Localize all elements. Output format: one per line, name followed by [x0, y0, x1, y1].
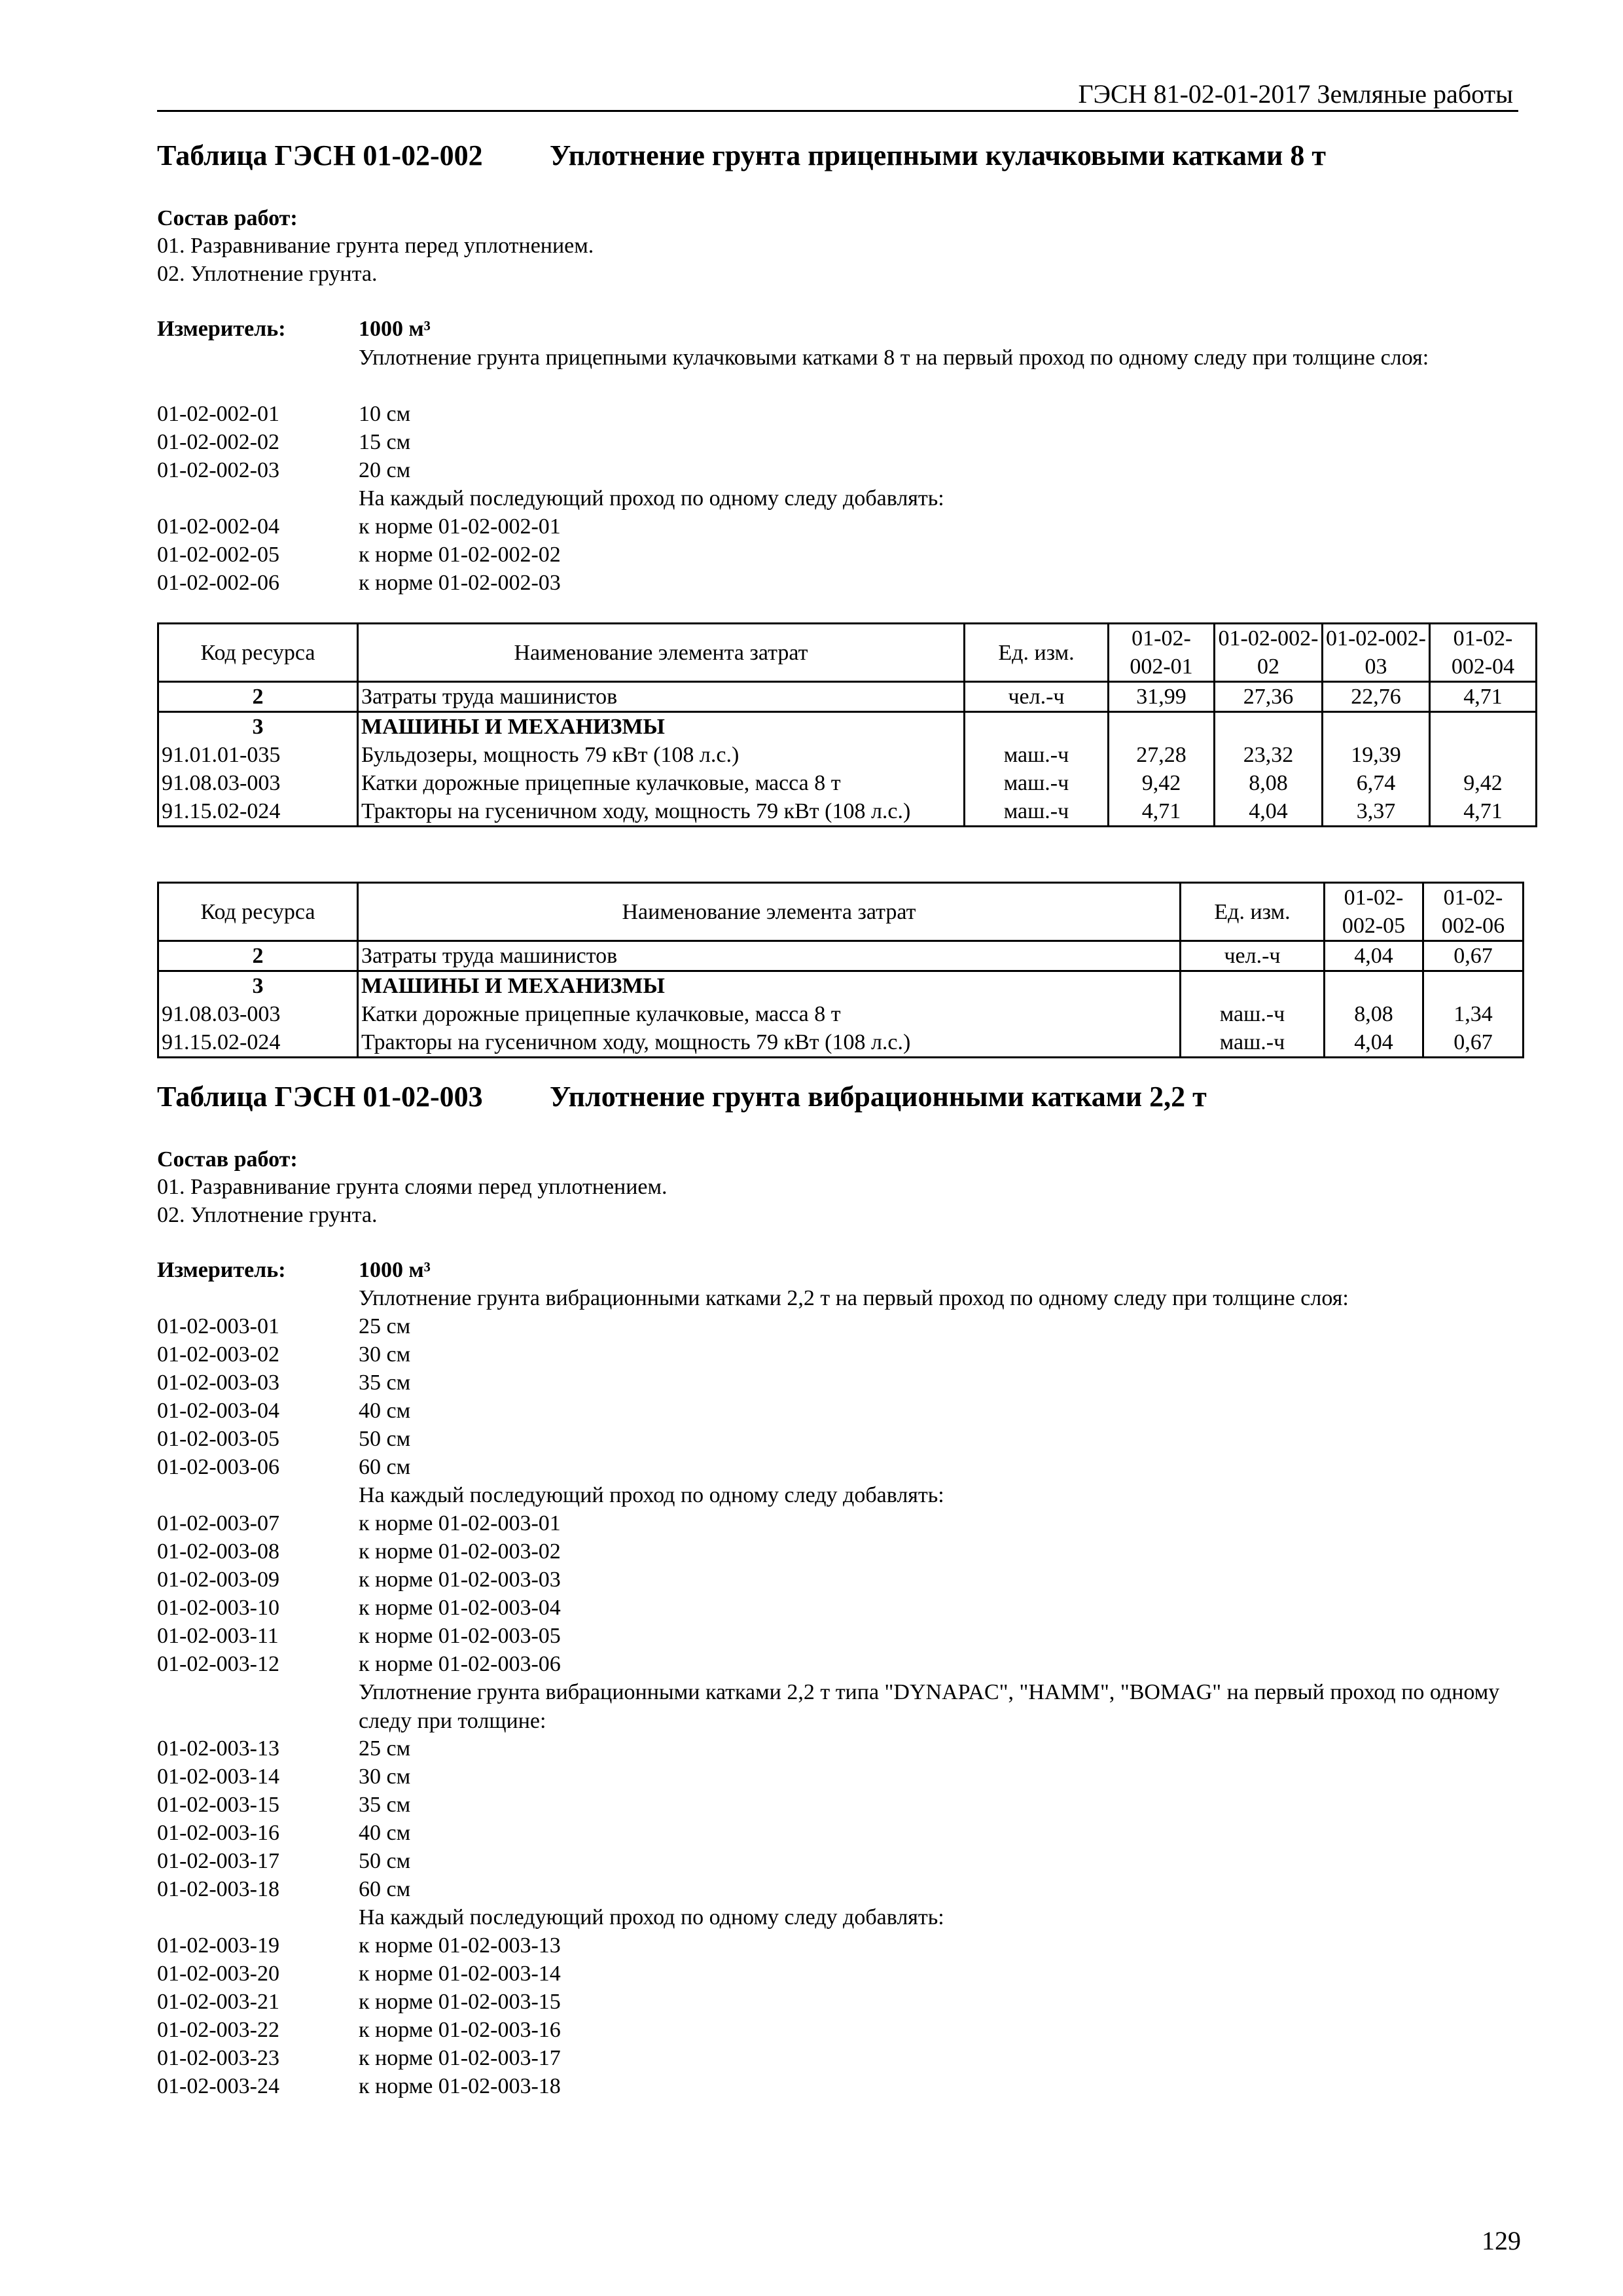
norm-code: 01-02-003-20 — [157, 1962, 279, 1986]
cell-unit: чел.-ч — [965, 682, 1109, 712]
norm-description: Уплотнение грунта прицепными кулачковыми катками 8 т на первый проход по одному следу при толщине слоя: — [359, 346, 1429, 370]
norm-code: 01-02-003-08 — [157, 1539, 279, 1564]
norm-row — [157, 456, 1518, 485]
cell-name: Тракторы на гусеничном ходу, мощность 79 кВт (108 л.с.) — [358, 797, 965, 827]
norm-code: 01-02-002-06 — [157, 571, 279, 595]
norm-row — [157, 1650, 1518, 1679]
norm-code: 01-02-003-23 — [157, 2046, 279, 2070]
cell-value: 8,08 — [1215, 769, 1323, 797]
norm-text: 40 см — [359, 1399, 411, 1423]
cell-unit — [1181, 971, 1325, 1001]
col-header: Код ресурса — [158, 883, 358, 941]
norm-row — [157, 2016, 1518, 2045]
col-header: 01-02-002-04 — [1430, 624, 1537, 682]
cell-value — [1215, 712, 1323, 742]
cell-code: 2 — [158, 682, 358, 712]
norm-text: 30 см — [359, 1342, 411, 1367]
cell-unit: маш.-ч — [1181, 1000, 1325, 1028]
cell-unit: маш.-ч — [965, 769, 1109, 797]
meter-value: 1000 м³ — [359, 317, 431, 341]
col-header: Код ресурса — [158, 624, 358, 682]
running-header — [157, 73, 1518, 112]
table-title-01-02-002 — [157, 139, 1326, 172]
norm-row — [157, 2044, 1518, 2073]
meter-label: Измеритель: — [157, 1258, 286, 1282]
cell-unit: чел.-ч — [1181, 941, 1325, 971]
table-title-01-02-003 — [157, 1080, 1207, 1113]
cell-value: 22,76 — [1323, 682, 1430, 712]
norm-text: 10 см — [359, 402, 411, 426]
table-row — [158, 682, 1537, 712]
norm-row — [157, 1453, 1518, 1482]
norm-subheading — [157, 1284, 1518, 1313]
table-row — [158, 1028, 1524, 1058]
cell-name: Затраты труда машинистов — [358, 682, 965, 712]
norm-row — [157, 512, 1518, 541]
norm-row — [157, 1594, 1518, 1623]
norm-description: Уплотнение грунта вибрационными катками 2,2 т на первый проход по одному следу при толщине слоя: — [359, 1286, 1349, 1310]
norm-text: 35 см — [359, 1371, 411, 1395]
cell-code: 91.01.01-035 — [158, 741, 358, 769]
meter-row — [157, 315, 1518, 344]
norm-code: 01-02-003-22 — [157, 2018, 279, 2042]
table-row — [158, 769, 1537, 797]
cell-name: Бульдозеры, мощность 79 кВт (108 л.с.) — [358, 741, 965, 769]
cell-code: 2 — [158, 941, 358, 971]
cell-code: 3 — [158, 971, 358, 1001]
cell-name: МАШИНЫ И МЕХАНИЗМЫ — [358, 712, 965, 742]
cell-unit: маш.-ч — [1181, 1028, 1325, 1058]
cell-unit: маш.-ч — [965, 741, 1109, 769]
work-item: 02. Уплотнение грунта. — [157, 1203, 378, 1227]
norm-code: 01-02-003-24 — [157, 2074, 279, 2098]
cell-unit — [965, 712, 1109, 742]
norm-row — [157, 428, 1518, 457]
norm-code: 01-02-003-03 — [157, 1371, 279, 1395]
norm-text: к норме 01-02-003-03 — [359, 1568, 561, 1592]
cell-value: 3,37 — [1323, 797, 1430, 827]
cell-value: 4,04 — [1325, 1028, 1423, 1058]
work-item: 01. Разравнивание грунта перед уплотнением. — [157, 234, 594, 258]
norm-text: 60 см — [359, 1877, 411, 1901]
cell-name: Тракторы на гусеничном ходу, мощность 79 кВт (108 л.с.) — [358, 1028, 1181, 1058]
norm-text: 15 см — [359, 430, 411, 454]
work-composition-label: Состав работ: — [157, 1147, 298, 1172]
norm-code: 01-02-003-11 — [157, 1624, 279, 1648]
norm-code: 01-02-003-07 — [157, 1511, 279, 1535]
norm-code: 01-02-003-13 — [157, 1736, 279, 1761]
cell-value: 4,71 — [1109, 797, 1215, 827]
norm-text: 25 см — [359, 1314, 411, 1338]
cell-code: 91.15.02-024 — [158, 1028, 358, 1058]
table-heading: Уплотнение грунта вибрационными катками 2,2 т — [550, 1081, 1207, 1113]
cell-code: 91.08.03-003 — [158, 769, 358, 797]
norm-row — [157, 2072, 1518, 2101]
norm-text: к норме 01-02-002-02 — [359, 543, 561, 567]
norm-row — [157, 1369, 1518, 1397]
col-header: Ед. изм. — [1181, 883, 1325, 941]
norm-description: На каждый последующий проход по одному следу добавлять: — [359, 1483, 944, 1507]
page-number: 129 — [1482, 2226, 1521, 2255]
norm-code: 01-02-003-19 — [157, 1933, 279, 1958]
norm-code: 01-02-003-06 — [157, 1455, 279, 1479]
norm-description: Уплотнение грунта вибрационными катками 2,2 т типа "DYNAPAC", "HAMM", "BOMAG" на первый проход по одному следу при толщине: — [359, 1680, 1500, 1733]
col-header: 01-02-002-03 — [1323, 624, 1430, 682]
norm-row — [157, 400, 1518, 429]
table-header-row — [158, 883, 1524, 941]
cell-name: МАШИНЫ И МЕХАНИЗМЫ — [358, 971, 1181, 1001]
meter-label: Измеритель: — [157, 317, 286, 341]
cell-value: 27,36 — [1215, 682, 1323, 712]
norm-text: 35 см — [359, 1793, 411, 1817]
running-title: ГЭСН 81-02-01-2017 Земляные работы — [1078, 79, 1513, 109]
norm-text: к норме 01-02-003-01 — [359, 1511, 561, 1535]
norm-code: 01-02-003-01 — [157, 1314, 279, 1338]
norm-code: 01-02-002-02 — [157, 430, 279, 454]
cell-value — [1325, 971, 1423, 1001]
norm-text: к норме 01-02-003-16 — [359, 2018, 561, 2042]
table-number: Таблица ГЭСН 01-02-003 — [157, 1081, 483, 1113]
norm-code: 01-02-002-04 — [157, 514, 279, 539]
col-header: 01-02-002-01 — [1109, 624, 1215, 682]
norm-code: 01-02-003-16 — [157, 1821, 279, 1845]
cell-value: 19,39 — [1323, 741, 1430, 769]
cell-name: Затраты труда машинистов — [358, 941, 1181, 971]
cell-value — [1430, 712, 1537, 742]
table-header-row — [158, 624, 1537, 682]
norm-code: 01-02-003-15 — [157, 1793, 279, 1817]
norm-code: 01-02-003-18 — [157, 1877, 279, 1901]
norm-description: На каждый последующий проход по одному следу добавлять: — [359, 1905, 944, 1929]
norm-code: 01-02-002-01 — [157, 402, 279, 426]
cell-value: 4,04 — [1325, 941, 1423, 971]
norm-subheading — [157, 1903, 1518, 1932]
norm-row — [157, 1847, 1518, 1876]
work-item: 01. Разравнивание грунта слоями перед уплотнением. — [157, 1175, 668, 1199]
norm-text: к норме 01-02-003-15 — [359, 1990, 561, 2014]
norm-code: 01-02-003-09 — [157, 1568, 279, 1592]
norm-code: 01-02-003-04 — [157, 1399, 279, 1423]
table-row — [158, 712, 1537, 742]
cell-value: 0,67 — [1423, 1028, 1524, 1058]
cell-value — [1109, 712, 1215, 742]
cell-value: 0,67 — [1423, 941, 1524, 971]
norm-row — [157, 1734, 1518, 1763]
col-header: Ед. изм. — [965, 624, 1109, 682]
norm-row — [157, 1537, 1518, 1566]
norm-text: к норме 01-02-003-02 — [359, 1539, 561, 1564]
norm-code: 01-02-003-21 — [157, 1990, 279, 2014]
table-number: Таблица ГЭСН 01-02-002 — [157, 139, 483, 171]
cell-value — [1323, 712, 1430, 742]
meter-row — [157, 1256, 1518, 1285]
cell-value: 9,42 — [1109, 769, 1215, 797]
norm-row — [157, 1875, 1518, 1904]
norm-description: На каждый последующий проход по одному следу добавлять: — [359, 486, 944, 511]
norm-row — [157, 1566, 1518, 1594]
table-heading: Уплотнение грунта прицепными кулачковыми катками 8 т — [550, 139, 1326, 171]
norm-text: к норме 01-02-003-04 — [359, 1596, 561, 1620]
cell-value: 8,08 — [1325, 1000, 1423, 1028]
cell-value: 4,71 — [1430, 797, 1537, 827]
norm-text: к норме 01-02-003-18 — [359, 2074, 561, 2098]
cell-code: 91.08.03-003 — [158, 1000, 358, 1028]
norm-code: 01-02-003-05 — [157, 1427, 279, 1451]
norm-row — [157, 541, 1518, 569]
norm-row — [157, 1763, 1518, 1791]
cell-value: 4,71 — [1430, 682, 1537, 712]
norm-text: к норме 01-02-002-01 — [359, 514, 561, 539]
table-row — [158, 971, 1524, 1001]
norm-row — [157, 1960, 1518, 1988]
table-row — [158, 797, 1537, 827]
norm-row — [157, 1791, 1518, 1820]
norm-text: 25 см — [359, 1736, 411, 1761]
cell-value: 6,74 — [1323, 769, 1430, 797]
norm-code: 01-02-002-05 — [157, 543, 279, 567]
norm-text: 40 см — [359, 1821, 411, 1845]
norm-code: 01-02-003-17 — [157, 1849, 279, 1873]
cell-code: 91.15.02-024 — [158, 797, 358, 827]
col-header: Наименование элемента затрат — [358, 883, 1181, 941]
norm-row — [157, 1509, 1518, 1538]
col-header: 01-02-002-02 — [1215, 624, 1323, 682]
norm-text: к норме 01-02-003-17 — [359, 2046, 561, 2070]
norm-row — [157, 1340, 1518, 1369]
col-header: 01-02-002-06 — [1423, 883, 1524, 941]
cell-value — [1423, 971, 1524, 1001]
norm-row — [157, 1312, 1518, 1341]
norm-row — [157, 1931, 1518, 1960]
work-composition-label: Состав работ: — [157, 206, 298, 230]
norm-text: к норме 01-02-002-03 — [359, 571, 561, 595]
resource-table-b — [157, 882, 1524, 1058]
norm-text: 50 см — [359, 1849, 411, 1873]
norm-text: 20 см — [359, 458, 411, 482]
norm-row — [157, 1819, 1518, 1848]
table-row — [158, 1000, 1524, 1028]
norm-code: 01-02-003-10 — [157, 1596, 279, 1620]
resource-table-a — [157, 622, 1537, 827]
cell-code: 3 — [158, 712, 358, 742]
norm-row — [157, 569, 1518, 598]
cell-value — [1430, 741, 1537, 769]
col-header: Наименование элемента затрат — [358, 624, 965, 682]
cell-value: 9,42 — [1430, 769, 1537, 797]
cell-value: 4,04 — [1215, 797, 1323, 827]
norm-code: 01-02-003-12 — [157, 1652, 279, 1676]
norm-code: 01-02-002-03 — [157, 458, 279, 482]
cell-value: 23,32 — [1215, 741, 1323, 769]
col-header: 01-02-002-05 — [1325, 883, 1423, 941]
norm-row — [157, 1622, 1518, 1651]
cell-value: 27,28 — [1109, 741, 1215, 769]
norm-text: к норме 01-02-003-13 — [359, 1933, 561, 1958]
cell-name: Катки дорожные прицепные кулачковые, масса 8 т — [358, 769, 965, 797]
norm-text: к норме 01-02-003-14 — [359, 1962, 561, 1986]
norm-code: 01-02-003-14 — [157, 1765, 279, 1789]
norm-text: 30 см — [359, 1765, 411, 1789]
cell-name: Катки дорожные прицепные кулачковые, масса 8 т — [358, 1000, 1181, 1028]
norm-text: 50 см — [359, 1427, 411, 1451]
norm-row — [157, 1988, 1518, 2017]
table-row — [158, 941, 1524, 971]
norm-row — [157, 1397, 1518, 1426]
norm-text: к норме 01-02-003-06 — [359, 1652, 561, 1676]
work-item: 02. Уплотнение грунта. — [157, 262, 378, 286]
table-row — [158, 741, 1537, 769]
norm-subheading — [157, 1481, 1518, 1510]
norm-text: к норме 01-02-003-05 — [359, 1624, 561, 1648]
cell-unit: маш.-ч — [965, 797, 1109, 827]
norm-text: 60 см — [359, 1455, 411, 1479]
cell-value: 31,99 — [1109, 682, 1215, 712]
cell-value: 1,34 — [1423, 1000, 1524, 1028]
norm-subheading — [157, 484, 1518, 513]
norm-code: 01-02-003-02 — [157, 1342, 279, 1367]
meter-value: 1000 м³ — [359, 1258, 431, 1282]
norm-row — [157, 1425, 1518, 1454]
